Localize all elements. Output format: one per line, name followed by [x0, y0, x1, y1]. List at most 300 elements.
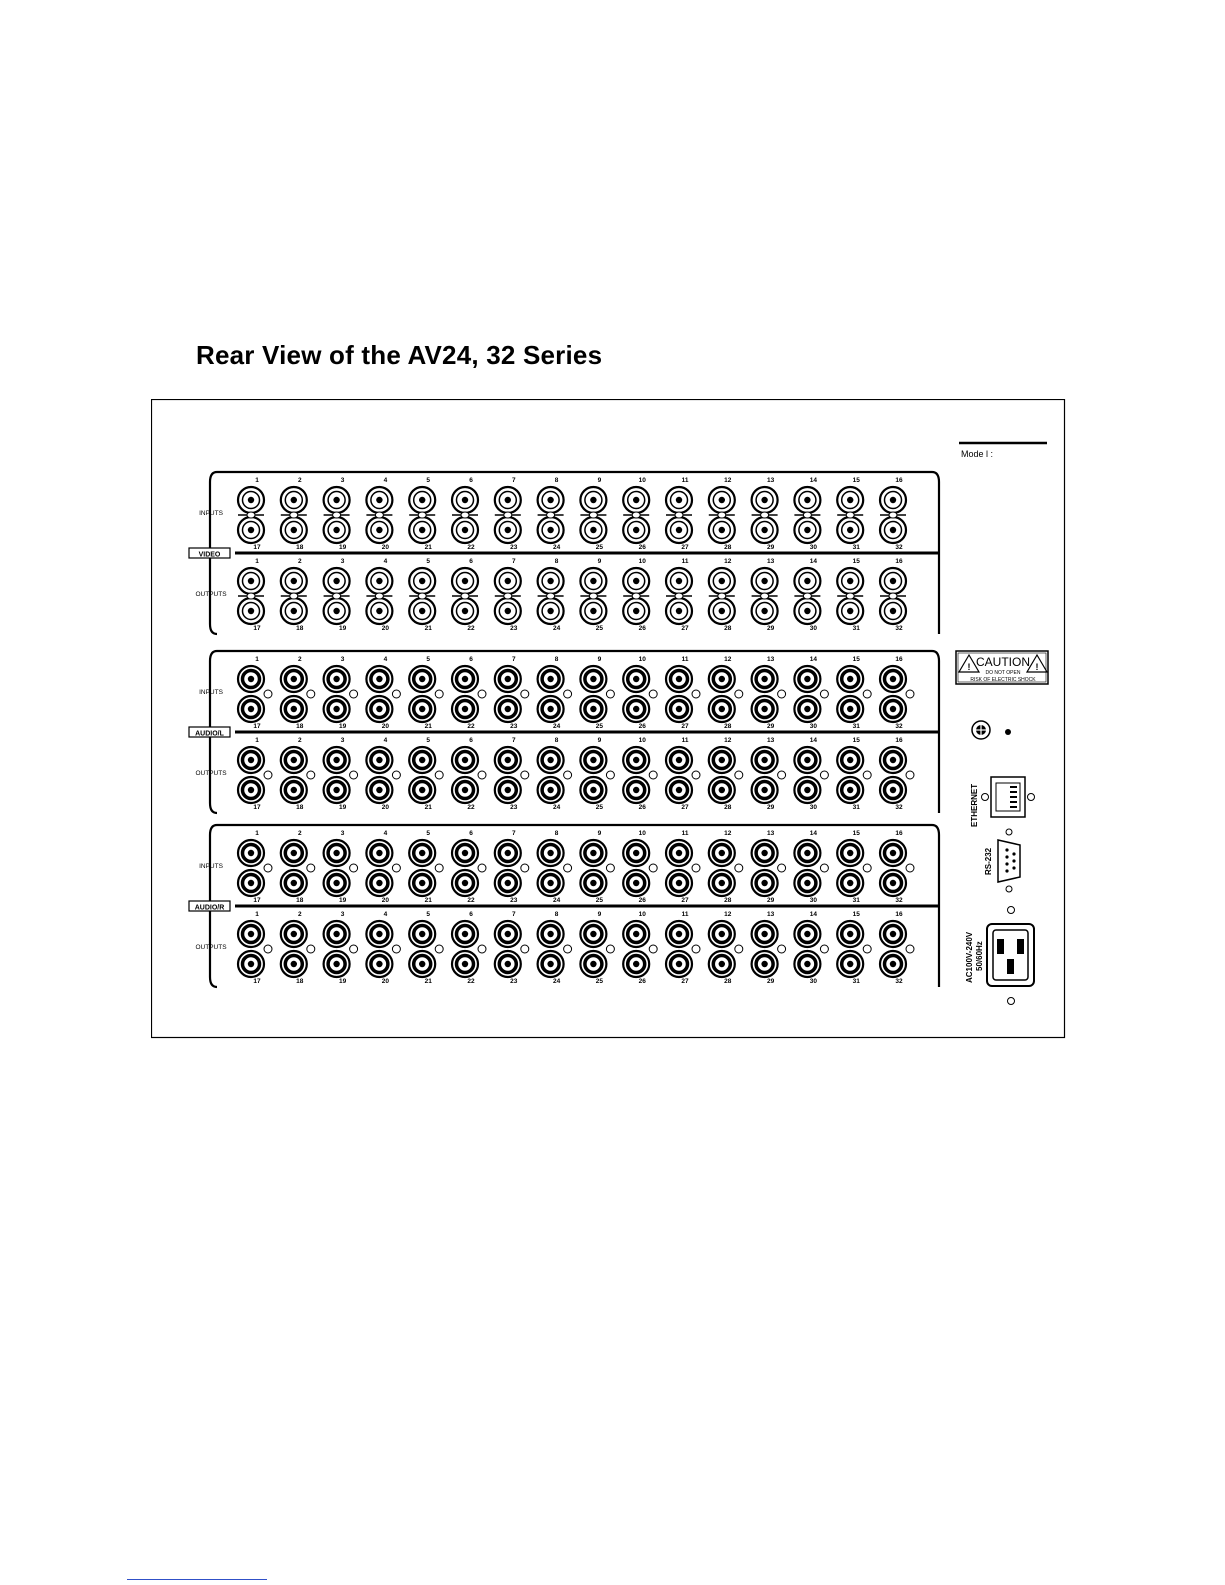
bnc-connector [238, 487, 264, 513]
bnc-connector [238, 598, 264, 624]
port-number: 1 [255, 558, 259, 565]
rca-connector [238, 696, 264, 722]
rca-connector [238, 777, 264, 803]
rca-connector [623, 696, 649, 722]
port-number: 23 [510, 625, 518, 632]
rca-connector [324, 777, 350, 803]
rca-connector [281, 870, 307, 896]
bnc-link [333, 512, 341, 518]
rca-connector [281, 777, 307, 803]
port-number: 18 [296, 723, 304, 730]
rca-connector [366, 747, 392, 773]
port-number: 2 [297, 830, 302, 837]
port-number: 4 [383, 656, 388, 663]
bnc-link [589, 512, 597, 518]
row-label-inputs: INPUTS [199, 689, 223, 696]
rca-connector [666, 951, 692, 977]
port-number: 6 [469, 558, 473, 565]
port-number: 29 [766, 723, 775, 730]
ground-hole [435, 690, 443, 698]
port-number: 16 [895, 558, 903, 565]
port-number: 27 [681, 978, 689, 985]
port-number: 4 [383, 477, 388, 484]
bnc-link [761, 512, 769, 518]
ground-hole [820, 945, 828, 953]
bnc-connector [880, 568, 906, 594]
bnc-link [247, 512, 255, 518]
rca-connector [752, 951, 778, 977]
port-number: 2 [297, 558, 302, 565]
row-label-outputs: OUTPUTS [195, 591, 227, 598]
ground-hole [435, 864, 443, 872]
port-number: 22 [467, 723, 475, 730]
ethernet-port [970, 777, 1035, 827]
port-number: 9 [597, 737, 602, 744]
ground-hole [564, 690, 572, 698]
ground-hole [392, 690, 400, 698]
rca-connector [709, 777, 735, 803]
rca-connector [794, 747, 820, 773]
bnc-link [675, 593, 683, 599]
rca-connector [709, 666, 735, 692]
rca-connector [837, 666, 863, 692]
rca-connector [324, 951, 350, 977]
bnc-link [589, 593, 597, 599]
port-number: 18 [296, 897, 304, 904]
port-number: 6 [469, 830, 473, 837]
bnc-link [504, 512, 512, 518]
bnc-link [504, 593, 512, 599]
rca-connector [837, 840, 863, 866]
port-number: 27 [681, 723, 689, 730]
port-number: 10 [638, 656, 646, 663]
port-number: 30 [809, 897, 818, 904]
rca-connector [623, 747, 649, 773]
rca-connector [623, 870, 649, 896]
port-number: 11 [681, 656, 689, 663]
bnc-connector [409, 487, 435, 513]
ground-hole [735, 771, 743, 779]
port-number: 13 [766, 558, 775, 565]
bnc-link [889, 512, 897, 518]
port-number: 2 [297, 477, 302, 484]
rca-connector [452, 696, 478, 722]
bnc-connector [580, 568, 606, 594]
port-number: 28 [724, 625, 732, 632]
port-number: 3 [340, 477, 345, 484]
port-number: 20 [381, 544, 390, 551]
port-number: 17 [253, 544, 261, 551]
power-label-1: AC100V-240V [965, 931, 974, 983]
ground-hole [649, 864, 657, 872]
rca-connector [452, 840, 478, 866]
bnc-connector [623, 517, 649, 543]
rca-connector [709, 840, 735, 866]
port-number: 29 [766, 544, 775, 551]
rca-connector [752, 777, 778, 803]
section-audio-l [189, 651, 939, 813]
ground-hole [392, 864, 400, 872]
rca-connector [709, 921, 735, 947]
footnote-rule [127, 1579, 267, 1580]
mount-hole [1008, 907, 1015, 914]
port-number: 2 [297, 656, 302, 663]
port-number: 17 [253, 804, 261, 811]
ground-hole [692, 945, 700, 953]
rca-connector [409, 747, 435, 773]
rca-connector [409, 951, 435, 977]
bnc-link [290, 512, 298, 518]
port-number: 24 [552, 804, 561, 811]
ground-hole [564, 945, 572, 953]
port-number: 11 [681, 830, 689, 837]
bnc-connector [580, 598, 606, 624]
ground-hole [778, 771, 786, 779]
rca-connector [709, 696, 735, 722]
rca-connector [666, 870, 692, 896]
port-number: 25 [595, 804, 604, 811]
rca-connector [752, 840, 778, 866]
rear-panel-diagram [151, 399, 1225, 1050]
ground-hole [521, 864, 529, 872]
port-number: 4 [383, 830, 388, 837]
rca-connector [623, 951, 649, 977]
rca-connector [794, 840, 820, 866]
port-number: 13 [766, 656, 775, 663]
row-label-outputs: OUTPUTS [195, 944, 227, 951]
port-number: 32 [895, 544, 903, 551]
port-number: 14 [809, 477, 818, 484]
ground-hole [649, 945, 657, 953]
port-number: 30 [809, 804, 818, 811]
rca-connector [238, 921, 264, 947]
rca-connector [623, 666, 649, 692]
port-number: 26 [638, 723, 646, 730]
rca-connector [880, 951, 906, 977]
rca-connector [880, 921, 906, 947]
rca-connector [794, 870, 820, 896]
port-number: 24 [552, 897, 561, 904]
bnc-link [290, 593, 298, 599]
port-number: 24 [552, 544, 561, 551]
ground-hole [307, 864, 315, 872]
bnc-connector [409, 517, 435, 543]
ground-hole [820, 864, 828, 872]
rca-connector [837, 870, 863, 896]
rca-connector [794, 696, 820, 722]
port-number: 16 [895, 830, 903, 837]
port-number: 7 [511, 477, 516, 484]
bnc-link [632, 593, 640, 599]
port-number: 2 [297, 911, 302, 918]
bnc-connector [837, 487, 863, 513]
port-number: 10 [638, 737, 646, 744]
port-number: 32 [895, 897, 903, 904]
bnc-link [675, 512, 683, 518]
bnc-connector [366, 568, 392, 594]
rca-connector [580, 666, 606, 692]
rca-connector [580, 747, 606, 773]
bnc-connector [623, 598, 649, 624]
ground-hole [692, 690, 700, 698]
port-number: 3 [340, 656, 345, 663]
rca-connector [837, 921, 863, 947]
port-number: 12 [724, 477, 732, 484]
bnc-connector [366, 598, 392, 624]
port-number: 15 [852, 558, 860, 565]
port-number: 17 [253, 897, 261, 904]
port-number: 32 [895, 978, 903, 985]
port-number: 3 [340, 558, 345, 565]
ground-hole [735, 945, 743, 953]
rca-connector [495, 777, 521, 803]
port-number: 21 [424, 625, 432, 632]
bnc-link [461, 512, 469, 518]
port-number: 27 [681, 544, 689, 551]
ground-hole [906, 690, 914, 698]
ground-hole [863, 945, 871, 953]
bnc-connector [281, 598, 307, 624]
rca-connector [495, 951, 521, 977]
port-number: 31 [852, 544, 860, 551]
rca-connector [752, 921, 778, 947]
bnc-connector [666, 517, 692, 543]
port-number: 28 [724, 897, 732, 904]
rs232-label: RS-232 [984, 847, 993, 875]
ground-hole [692, 771, 700, 779]
bnc-link [889, 593, 897, 599]
port-number: 29 [766, 978, 775, 985]
ground-hole [307, 690, 315, 698]
rca-connector [452, 747, 478, 773]
port-number: 23 [510, 804, 518, 811]
port-number: 15 [852, 477, 860, 484]
bnc-connector [366, 517, 392, 543]
rca-connector [366, 666, 392, 692]
bnc-link [718, 512, 726, 518]
ground-hole [863, 690, 871, 698]
port-number: 1 [255, 656, 259, 663]
rca-connector [281, 840, 307, 866]
bnc-connector [281, 568, 307, 594]
row-label-outputs: OUTPUTS [195, 770, 227, 777]
port-number: 7 [511, 656, 516, 663]
rca-connector [538, 870, 564, 896]
rca-connector [837, 951, 863, 977]
port-number: 17 [253, 978, 261, 985]
rca-connector [409, 777, 435, 803]
bnc-connector [709, 517, 735, 543]
ground-hole [606, 690, 614, 698]
ground-hole [264, 945, 272, 953]
port-number: 26 [638, 897, 646, 904]
port-number: 8 [554, 830, 559, 837]
ethernet-label: ETHERNET [970, 783, 979, 827]
ground-hole [735, 690, 743, 698]
rca-connector [752, 870, 778, 896]
port-number: 15 [852, 911, 860, 918]
port-number: 7 [511, 737, 516, 744]
port-number: 27 [681, 897, 689, 904]
port-number: 29 [766, 804, 775, 811]
ground-hole [606, 945, 614, 953]
ground-hole [478, 945, 486, 953]
rca-connector [666, 840, 692, 866]
rca-connector [366, 777, 392, 803]
rca-connector [794, 951, 820, 977]
bnc-link [547, 593, 555, 599]
rca-connector [623, 777, 649, 803]
port-number: 20 [381, 978, 390, 985]
port-number: 19 [338, 625, 347, 632]
port-number: 22 [467, 544, 475, 551]
ground-hole [863, 771, 871, 779]
ground-hole [478, 864, 486, 872]
rca-connector [495, 696, 521, 722]
ground-hole [350, 771, 358, 779]
port-number: 13 [766, 477, 775, 484]
bnc-connector [752, 517, 778, 543]
port-number: 2 [297, 737, 302, 744]
port-number: 19 [338, 804, 347, 811]
port-number: 4 [383, 558, 388, 565]
ground-hole [350, 690, 358, 698]
port-number: 5 [426, 477, 431, 484]
rca-connector [238, 666, 264, 692]
port-number: 23 [510, 723, 518, 730]
port-number: 28 [724, 723, 732, 730]
rca-connector [452, 777, 478, 803]
rca-connector [752, 666, 778, 692]
port-number: 7 [511, 911, 516, 918]
rca-connector [538, 921, 564, 947]
port-number: 8 [554, 477, 559, 484]
port-number: 9 [597, 477, 602, 484]
rca-connector [580, 696, 606, 722]
port-number: 25 [595, 625, 604, 632]
bnc-link [418, 593, 426, 599]
rca-connector [666, 921, 692, 947]
port-number: 26 [638, 804, 646, 811]
bnc-connector [666, 598, 692, 624]
bnc-link [375, 512, 383, 518]
port-number: 19 [338, 897, 347, 904]
rca-connector [623, 921, 649, 947]
rca-connector [580, 951, 606, 977]
port-number: 28 [724, 544, 732, 551]
port-number: 13 [766, 737, 775, 744]
bnc-connector [752, 598, 778, 624]
page-title: Rear View of the AV24, 32 Series [196, 340, 603, 370]
port-number: 1 [255, 477, 259, 484]
rca-connector [324, 696, 350, 722]
port-number: 24 [552, 978, 561, 985]
rca-connector [880, 696, 906, 722]
port-number: 16 [895, 911, 903, 918]
bnc-connector [538, 598, 564, 624]
port-number: 6 [469, 656, 473, 663]
port-number: 30 [809, 625, 818, 632]
port-number: 1 [255, 737, 259, 744]
rca-connector [538, 666, 564, 692]
ground-hole [392, 945, 400, 953]
port-number: 30 [809, 978, 818, 985]
port-number: 12 [724, 830, 732, 837]
ground-hole [906, 945, 914, 953]
bnc-connector [238, 517, 264, 543]
port-number: 14 [809, 656, 818, 663]
port-number: 17 [253, 723, 261, 730]
port-number: 13 [766, 911, 775, 918]
model-label: Mode l : [961, 449, 994, 459]
rca-connector [538, 747, 564, 773]
row-label-inputs: INPUTS [199, 510, 223, 517]
port-number: 14 [809, 558, 818, 565]
connector-sections [189, 472, 939, 987]
port-number: 11 [681, 558, 689, 565]
port-number: 25 [595, 978, 604, 985]
port-number: 18 [296, 544, 304, 551]
rca-connector [409, 921, 435, 947]
port-number: 6 [469, 477, 473, 484]
rca-connector [580, 921, 606, 947]
port-number: 7 [511, 558, 516, 565]
ground-hole [350, 945, 358, 953]
port-number: 3 [340, 911, 345, 918]
mount-hole [1008, 998, 1015, 1005]
bnc-connector [281, 517, 307, 543]
port-number: 11 [681, 737, 689, 744]
section-audio-r [189, 825, 939, 987]
caution-line2: RISK OF ELECTRIC SHOCK [970, 677, 1036, 683]
db9-port-icon [998, 840, 1020, 882]
port-number: 16 [895, 477, 903, 484]
port-number: 5 [426, 830, 431, 837]
rca-connector [281, 747, 307, 773]
port-number: 9 [597, 656, 602, 663]
bnc-link [846, 512, 854, 518]
bnc-connector [837, 598, 863, 624]
rca-connector [281, 666, 307, 692]
bnc-connector [452, 568, 478, 594]
ground-hole [649, 690, 657, 698]
ground-hole [392, 771, 400, 779]
port-number: 24 [552, 625, 561, 632]
port-number: 21 [424, 723, 432, 730]
bnc-connector [752, 568, 778, 594]
bnc-connector [837, 517, 863, 543]
ground-hole [521, 771, 529, 779]
bnc-link [803, 593, 811, 599]
bnc-connector [452, 517, 478, 543]
port-number: 4 [383, 911, 388, 918]
rca-connector [452, 921, 478, 947]
port-number: 29 [766, 625, 775, 632]
ground-hole [564, 771, 572, 779]
bnc-connector [538, 568, 564, 594]
bnc-connector [409, 598, 435, 624]
ground-hole [435, 771, 443, 779]
port-number: 22 [467, 625, 475, 632]
ground-hole [863, 864, 871, 872]
port-number: 21 [424, 544, 432, 551]
bnc-connector [752, 487, 778, 513]
bnc-connector [666, 487, 692, 513]
port-number: 3 [340, 830, 345, 837]
ground-hole [820, 690, 828, 698]
port-number: 6 [469, 737, 473, 744]
rca-connector [324, 870, 350, 896]
